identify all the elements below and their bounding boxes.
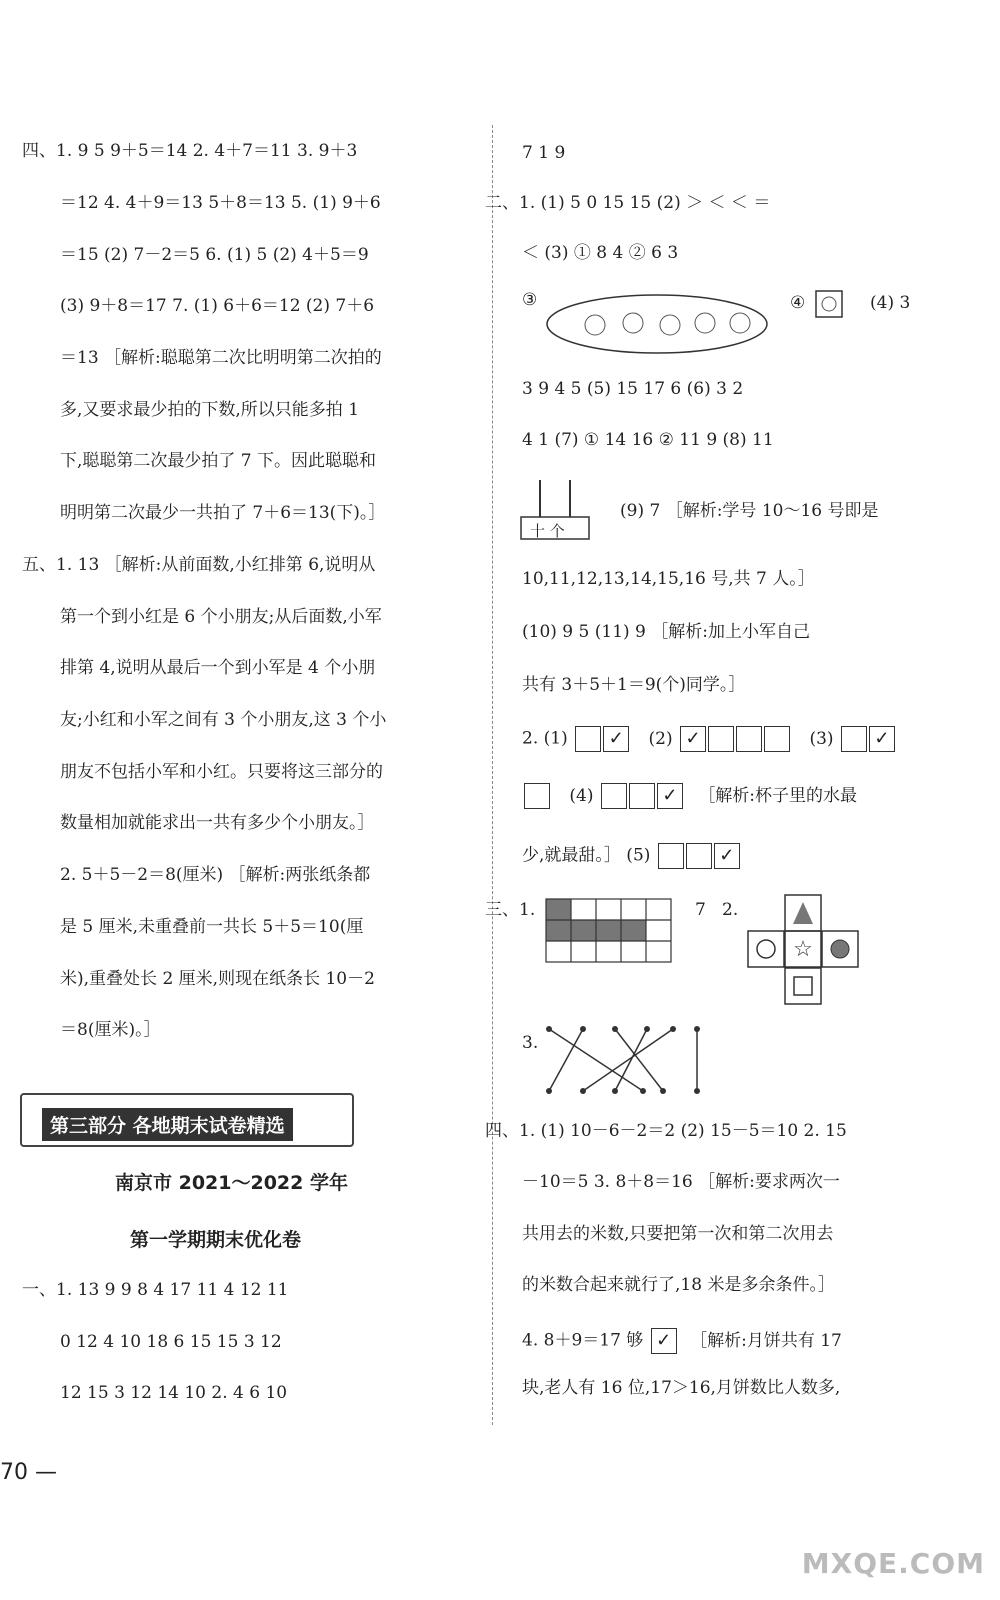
page-number-text: 70	[0, 1460, 28, 1485]
answer-box	[686, 843, 712, 869]
matching-lines-figure	[545, 1023, 705, 1098]
text-line: 米),重叠处长 2 厘米,则现在纸条长 10－2	[60, 969, 375, 989]
text-line: 是 5 厘米,未重叠前一共长 5＋5＝10(厘	[60, 917, 364, 937]
answer-box-checked: ✓	[869, 726, 895, 752]
analysis-text: 少,就最甜。］ (5)	[522, 845, 651, 866]
text-line: ＝13 ［解析:聪聪第二次比明明第二次拍的	[60, 348, 382, 368]
question-label: 2. (1)	[522, 728, 568, 749]
answer-box-checked: ✓	[680, 726, 706, 752]
exam-title: 南京市 2021～2022 学年	[115, 1172, 348, 1194]
circle-number: ④	[790, 293, 806, 313]
analysis-text: ［解析:月饼共有 17	[690, 1330, 842, 1351]
answer-box	[736, 726, 762, 752]
answer-box	[841, 726, 867, 752]
column-divider	[492, 125, 494, 1425]
question-number: 2.	[722, 900, 739, 920]
text-line: －10＝5 3. 8＋8＝16 ［解析:要求两次一	[522, 1172, 840, 1192]
question-label: (2)	[648, 728, 673, 749]
text-line: 3 9 4 5 (5) 15 17 6 (6) 3 2	[522, 379, 744, 399]
text-line: 四、1. (1) 10－6－2＝2 (2) 15－5＝10 2. 15	[485, 1121, 847, 1141]
section-banner: 第三部分 各地期末试卷精选	[42, 1108, 293, 1141]
text-line: 共用去的米数,只要把第一次和第二次用去	[522, 1224, 834, 1244]
text-line: 五、1. 13 ［解析:从前面数,小红排第 6,说明从	[22, 555, 376, 575]
answer-text: 4. 8＋9＝17 够	[522, 1330, 644, 1351]
text-line: 7 1 9	[522, 143, 566, 163]
svg-text:☆: ☆	[793, 937, 813, 962]
text-line: (9) 7 ［解析:学号 10～16 号即是	[620, 501, 879, 521]
text-line: ＝8(厘米)。］	[60, 1020, 161, 1040]
text-line: 数量相加就能求出一共有多少个小朋友。］	[60, 813, 375, 833]
answer-value: 7	[695, 900, 706, 920]
checkbox-row	[522, 726, 895, 752]
answer-box	[575, 726, 601, 752]
text-line: 下,聪聪第二次最少拍了 7 下。因此聪聪和	[60, 451, 377, 471]
text-line: 第一个到小红是 6 个小朋友;从后面数,小军	[60, 607, 382, 627]
answer-box	[708, 726, 734, 752]
answer-box	[524, 783, 550, 809]
text-line: 0 12 4 10 18 6 15 15 3 12	[60, 1332, 282, 1352]
text-line: 12 15 3 12 14 10 2. 4 6 10	[60, 1383, 288, 1403]
question-number: 3.	[522, 1033, 539, 1053]
text-line: (3) 9＋8＝17 7. (1) 6＋6＝12 (2) 7＋6	[60, 296, 375, 316]
answer-box	[658, 843, 684, 869]
answer-box	[629, 783, 655, 809]
text-line: 的米数合起来就行了,18 米是多余条件。］	[522, 1275, 835, 1295]
question-label: (3)	[809, 728, 834, 749]
answer-box-checked: ✓	[603, 726, 629, 752]
circle-number: ③	[522, 290, 538, 310]
text-line: ＝15 (2) 7－2＝5 6. (1) 5 (2) 4＋5＝9	[60, 245, 369, 265]
text-line: 排第 4,说明从最后一个到小军是 4 个小朋	[60, 658, 376, 678]
question-label: (4)	[569, 785, 594, 806]
exam-subtitle: 第一学期期末优化卷	[130, 1229, 302, 1251]
analysis-text: ［解析:杯子里的水最	[698, 785, 858, 806]
text-line: ＝12 4. 4＋9＝13 5＋8＝13 5. (1) 9＋6	[60, 193, 381, 213]
text-line: 多,又要求最少拍的下数,所以只能多拍 1	[60, 400, 360, 420]
text-line: 2. 5＋5－2＝8(厘米) ［解析:两张纸条都	[60, 865, 371, 885]
text-line: 朋友不包括小军和小红。只要将这三部分的	[60, 762, 383, 782]
answer-box-checked: ✓	[657, 783, 683, 809]
text-line: 块,老人有 16 位,17＞16,月饼数比人数多,	[522, 1378, 841, 1398]
text-line: 明明第二次最少一共拍了 7＋6＝13(下)。］	[60, 503, 386, 523]
abacus-label: 十 个	[530, 522, 565, 540]
answer-box-checked: ✓	[651, 1328, 677, 1354]
page-number: 70 —	[0, 1460, 57, 1485]
answer-box	[764, 726, 790, 752]
cube-net-figure	[746, 893, 860, 1007]
checkbox-row	[522, 783, 857, 809]
text-line: 一、1. 13 9 9 8 4 17 11 4 12 11	[22, 1280, 289, 1300]
text-line: 二、1. (1) 5 0 15 15 (2) ＞ ＜ ＜ ＝	[485, 193, 771, 213]
text-line: 4 1 (7) ① 14 16 ② 11 9 (8) 11	[522, 430, 774, 450]
text-line: (4) 3	[870, 293, 911, 313]
text-line: ＜ (3) ① 8 4 ② 6 3	[522, 243, 679, 263]
text-line: 友;小红和小军之间有 3 个小朋友,这 3 个小	[60, 710, 387, 730]
animal-ellipse-figure	[545, 293, 770, 355]
animal-box-icon	[815, 290, 843, 318]
shaded-grid-figure	[545, 898, 675, 964]
answer-box	[601, 783, 627, 809]
watermark: MXQE.COM	[801, 1547, 985, 1580]
section-label: 三、1.	[485, 900, 536, 920]
text-line: 四、1. 9 5 9＋5＝14 2. 4＋7＝11 3. 9＋3	[22, 141, 358, 161]
text-line: 共有 3＋5＋1＝9(个)同学。］	[522, 675, 746, 695]
text-line: (10) 9 5 (11) 9 ［解析:加上小军自己	[522, 622, 810, 642]
text-line	[522, 1328, 842, 1354]
answer-box-checked: ✓	[714, 843, 740, 869]
checkbox-row	[522, 843, 740, 869]
text-line: 10,11,12,13,14,15,16 号,共 7 人。］	[522, 569, 815, 589]
